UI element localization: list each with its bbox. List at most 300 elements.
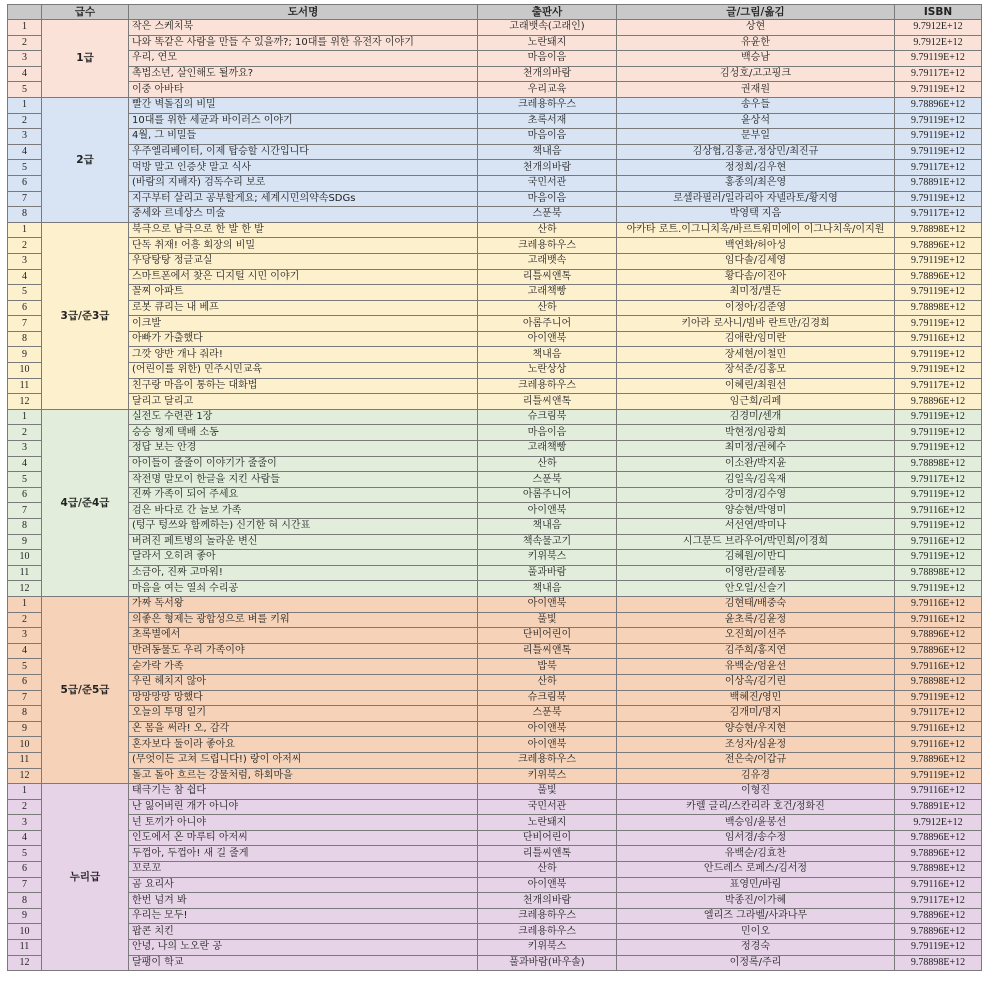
book-title: 정답 보는 안경 [129,441,478,457]
book-number: 12 [8,394,42,410]
book-isbn: 9.79116E+12 [895,877,982,893]
book-isbn: 9.79119E+12 [895,940,982,956]
book-isbn: 9.78896E+12 [895,394,982,410]
book-isbn: 9.79119E+12 [895,316,982,332]
grade-cell: 4급/준4급 [42,409,129,596]
book-publisher: 산하 [478,456,617,472]
book-publisher: 우리교육 [478,82,617,98]
book-isbn: 9.79119E+12 [895,768,982,784]
table-row [8,955,982,971]
book-title: 두껍아, 두껍아! 새 길 줄게 [129,846,478,862]
book-number: 2 [8,799,42,815]
book-author: 김애란/임미란 [617,331,895,347]
book-isbn: 9.7912E+12 [895,20,982,36]
book-publisher: 크레용하우스 [478,238,617,254]
table-row [8,82,982,98]
book-publisher: 책내음 [478,347,617,363]
book-title: 오늘의 투명 일기 [129,706,478,722]
book-title: 중세와 르네상스 미술 [129,207,478,223]
book-number: 1 [8,222,42,238]
book-number: 9 [8,908,42,924]
book-title: 의좋은 형제는 광합성으로 벼를 키워 [129,612,478,628]
book-publisher: 크레용하우스 [478,97,617,113]
table-body [8,20,982,971]
book-title: 혼자보다 둘이라 좋아요 [129,737,478,753]
book-author: 김경미/센개 [617,409,895,425]
book-author: 박종진/이가혜 [617,893,895,909]
grade-cell: 5급/준5급 [42,596,129,783]
book-publisher: 스푼북 [478,472,617,488]
book-title: 온 몸을 써라! 오, 감각 [129,721,478,737]
book-author: 안드레스 로페스/김서정 [617,862,895,878]
book-title: 안녕, 나의 노오란 공 [129,940,478,956]
table-row [8,113,982,129]
book-author: 아카타 로트.이그니치욱/바르트워미에이 이그나치욱/이지원 [617,222,895,238]
book-isbn: 9.79119E+12 [895,409,982,425]
book-title: 숟가락 가족 [129,659,478,675]
book-author: 오진희/이선주 [617,628,895,644]
book-publisher: 천개의바람 [478,893,617,909]
book-title: 넌 토끼가 아니야 [129,815,478,831]
book-isbn: 9.79119E+12 [895,363,982,379]
book-author: 시그문드 브라우어/박민희/이경희 [617,534,895,550]
book-author: 홍종의/최은영 [617,175,895,191]
book-number: 6 [8,300,42,316]
table-row [8,503,982,519]
book-isbn: 9.78898E+12 [895,456,982,472]
book-isbn: 9.79119E+12 [895,285,982,301]
table-row [8,253,982,269]
book-title: 난 잃어버린 개가 아니야 [129,799,478,815]
header-grade: 급수 [42,5,129,20]
book-title: 실전도 수련관 1장 [129,409,478,425]
book-isbn: 9.78896E+12 [895,752,982,768]
table-row [8,129,982,145]
header-title: 도서명 [129,5,478,20]
table-row [8,363,982,379]
book-title: 그깟 양반 개나 줘라! [129,347,478,363]
book-title: 10대를 위한 세균과 바이러스 이야기 [129,113,478,129]
header-row [8,5,982,20]
book-author: 김상협,김홍균,정상민/최진규 [617,144,895,160]
book-publisher: 초록서재 [478,113,617,129]
book-number: 11 [8,378,42,394]
book-number: 3 [8,129,42,145]
book-title: 버려진 페트병의 놀라운 변신 [129,534,478,550]
book-publisher: 국민서관 [478,799,617,815]
book-title: 나와 똑같은 사람을 만들 수 있을까?; 10대를 위한 유전자 이야기 [129,35,478,51]
book-isbn: 9.79117E+12 [895,160,982,176]
book-publisher: 크레용하우스 [478,752,617,768]
book-isbn: 9.79119E+12 [895,51,982,67]
table-row [8,51,982,67]
book-publisher: 풀빛 [478,612,617,628]
book-title: 촉법소년, 살인해도 될까요? [129,66,478,82]
table-row [8,628,982,644]
book-publisher: 키위북스 [478,768,617,784]
table-row [8,940,982,956]
book-publisher: 아이앤북 [478,331,617,347]
book-title: 아빠가 가출했다 [129,331,478,347]
book-number: 3 [8,253,42,269]
book-number: 7 [8,877,42,893]
book-isbn: 9.78898E+12 [895,674,982,690]
book-title: (어린이를 위한) 민주시민교육 [129,363,478,379]
book-number: 6 [8,175,42,191]
book-title: 돌고 돌아 흐르는 강물처럼, 하회마을 [129,768,478,784]
book-author: 유백순/엄윤선 [617,659,895,675]
book-title: 단독 취재! 어흥 회장의 비밀 [129,238,478,254]
book-author: 양승현/우지현 [617,721,895,737]
book-number: 4 [8,830,42,846]
book-author: 윤초록/김윤정 [617,612,895,628]
book-isbn: 9.79117E+12 [895,472,982,488]
book-author: 김주희/홍지연 [617,643,895,659]
table-row [8,550,982,566]
book-author: 유윤한 [617,35,895,51]
book-author: 백혜진/영민 [617,690,895,706]
header-isbn: ISBN [895,5,982,20]
book-title: 우리는 모두! [129,908,478,924]
table-row [8,285,982,301]
book-publisher: 크레용하우스 [478,908,617,924]
book-title: (무엇이든 고쳐 드립니다!) 랑이 아저씨 [129,752,478,768]
table-row [8,300,982,316]
book-author: 서선연/박미나 [617,519,895,535]
book-publisher: 풀과바람(바우솔) [478,955,617,971]
book-title: 승승 형제 택배 소동 [129,425,478,441]
book-isbn: 9.79119E+12 [895,550,982,566]
book-publisher: 스푼북 [478,207,617,223]
book-title: 반려동물도 우리 가족이야 [129,643,478,659]
table-row [8,394,982,410]
table-row [8,815,982,831]
book-author: 임근희/리페 [617,394,895,410]
book-author: 조성자/심윤정 [617,737,895,753]
book-publisher: 산하 [478,300,617,316]
book-publisher: 리틀씨앤톡 [478,846,617,862]
table-row [8,830,982,846]
book-isbn: 9.79119E+12 [895,581,982,597]
book-isbn: 9.78896E+12 [895,238,982,254]
book-author: 양승현/박영미 [617,503,895,519]
book-publisher: 마음이음 [478,129,617,145]
book-isbn: 9.78898E+12 [895,565,982,581]
table-row [8,472,982,488]
book-publisher: 아이앤북 [478,877,617,893]
book-author: 이정록/주리 [617,955,895,971]
book-number: 1 [8,596,42,612]
book-number: 4 [8,456,42,472]
book-number: 6 [8,674,42,690]
book-author: 민이오 [617,924,895,940]
book-title: 달리고 달리고 [129,394,478,410]
book-publisher: 단비어린이 [478,628,617,644]
table-row [8,456,982,472]
book-publisher: 아이앤북 [478,721,617,737]
grade-cell: 3급/준3급 [42,222,129,409]
book-number: 2 [8,425,42,441]
book-number: 3 [8,628,42,644]
book-author: 엘리즈 그라벨/사과나무 [617,908,895,924]
book-publisher: 밥북 [478,659,617,675]
table-row [8,487,982,503]
table-row [8,425,982,441]
book-publisher: 책내음 [478,519,617,535]
book-title: 스마트폰에서 찾은 디지털 시민 이야기 [129,269,478,285]
book-author: 임서경/송수정 [617,830,895,846]
book-author: 표영민/바림 [617,877,895,893]
book-title: 검은 바다로 간 늘보 가족 [129,503,478,519]
table-row [8,581,982,597]
book-title: 우린 헤치지 않아 [129,674,478,690]
book-number: 10 [8,737,42,753]
book-publisher: 고래뱃속(고래인) [478,20,617,36]
book-number: 8 [8,893,42,909]
book-isbn: 9.79117E+12 [895,207,982,223]
book-isbn: 9.79116E+12 [895,659,982,675]
book-number: 2 [8,612,42,628]
book-isbn: 9.79119E+12 [895,519,982,535]
book-number: 4 [8,643,42,659]
book-author: 카렐 글리/스칸리라 호건/정화진 [617,799,895,815]
book-title: 우리, 연모 [129,51,478,67]
book-isbn: 9.78898E+12 [895,862,982,878]
book-isbn: 9.79119E+12 [895,690,982,706]
book-isbn: 9.78891E+12 [895,175,982,191]
book-number: 9 [8,721,42,737]
book-number: 2 [8,35,42,51]
book-number: 3 [8,51,42,67]
table-row [8,752,982,768]
book-title: 4월, 그 비밀들 [129,129,478,145]
book-author: 백연화/허아성 [617,238,895,254]
table-row [8,784,982,800]
table-row [8,191,982,207]
book-author: 김유경 [617,768,895,784]
table-row [8,862,982,878]
book-publisher: 크레용하우스 [478,378,617,394]
book-isbn: 9.79116E+12 [895,612,982,628]
book-number: 5 [8,82,42,98]
table-row [8,175,982,191]
table-row [8,643,982,659]
book-author: 백승임/윤봉선 [617,815,895,831]
book-publisher: 마음이음 [478,51,617,67]
book-author: 김현태/배중숙 [617,596,895,612]
book-publisher: 책속물고기 [478,534,617,550]
book-number: 1 [8,409,42,425]
book-author: 정경숙 [617,940,895,956]
book-isbn: 9.7912E+12 [895,815,982,831]
book-number: 2 [8,113,42,129]
book-publisher: 리틀씨앤톡 [478,269,617,285]
book-publisher: 슈크림북 [478,690,617,706]
book-isbn: 9.79119E+12 [895,425,982,441]
book-publisher: 단비어린이 [478,830,617,846]
book-isbn: 9.79116E+12 [895,596,982,612]
book-isbn: 9.79116E+12 [895,331,982,347]
book-number: 7 [8,690,42,706]
book-number: 5 [8,160,42,176]
book-title: 로봇 큐리는 내 베프 [129,300,478,316]
book-isbn: 9.78896E+12 [895,628,982,644]
header-author: 글/그림/옮김 [617,5,895,20]
table-row [8,207,982,223]
book-isbn: 9.79119E+12 [895,253,982,269]
book-title: 이크발 [129,316,478,332]
table-row [8,846,982,862]
table-row [8,768,982,784]
book-publisher: 슈크림북 [478,409,617,425]
table-row [8,238,982,254]
book-isbn: 9.79116E+12 [895,784,982,800]
book-isbn: 9.79116E+12 [895,721,982,737]
book-author: 강미경/김수영 [617,487,895,503]
book-title: 달라서 오히려 좋아 [129,550,478,566]
book-author: 이영란/끌레몽 [617,565,895,581]
book-publisher: 리틀씨앤톡 [478,643,617,659]
book-author: 전은숙/이갑규 [617,752,895,768]
book-author: 김일옥/김옥재 [617,472,895,488]
book-publisher: 아롬주니어 [478,487,617,503]
book-author: 김혜원/이반디 [617,550,895,566]
book-number: 6 [8,487,42,503]
book-title: 꼬로꼬 [129,862,478,878]
book-title: 한번 넘겨 봐 [129,893,478,909]
book-author: 황다솜/이진아 [617,269,895,285]
book-publisher: 아이앤북 [478,596,617,612]
book-isbn: 9.78896E+12 [895,846,982,862]
book-title: 작전명 말모이 한글을 지킨 사람들 [129,472,478,488]
book-number: 8 [8,331,42,347]
book-isbn: 9.79119E+12 [895,487,982,503]
book-isbn: 9.78898E+12 [895,222,982,238]
book-author: 송우들 [617,97,895,113]
book-isbn: 9.79119E+12 [895,441,982,457]
book-title: 망망망망 망했다 [129,690,478,706]
book-isbn: 9.78896E+12 [895,97,982,113]
book-publisher: 천개의바람 [478,66,617,82]
book-author: 박영택 지음 [617,207,895,223]
book-publisher: 키위북스 [478,940,617,956]
book-author: 김성호/고고핑크 [617,66,895,82]
book-author: 안오일/신슬기 [617,581,895,597]
book-author: 이형진 [617,784,895,800]
book-publisher: 고래책빵 [478,285,617,301]
book-title: 곰 요리사 [129,877,478,893]
book-publisher: 고래뱃속 [478,253,617,269]
book-number: 5 [8,285,42,301]
table-row [8,35,982,51]
book-author: 백승남 [617,51,895,67]
book-title: 지구부터 살리고 공부할게요; 세계시민의약속SDGs [129,191,478,207]
book-publisher: 천개의바람 [478,160,617,176]
book-isbn: 9.78898E+12 [895,300,982,316]
table-row [8,799,982,815]
book-title: 소금아, 진짜 고마워! [129,565,478,581]
book-author: 임다솔/김세영 [617,253,895,269]
table-row [8,144,982,160]
table-row [8,519,982,535]
book-isbn: 9.79116E+12 [895,503,982,519]
book-isbn: 9.79116E+12 [895,534,982,550]
book-number: 12 [8,955,42,971]
book-author: 상현 [617,20,895,36]
book-title: 가짜 독서왕 [129,596,478,612]
book-publisher: 책내음 [478,144,617,160]
book-title: 팝콘 치킨 [129,924,478,940]
book-title: 북극으로 남극으로 한 발 한 발 [129,222,478,238]
table-row [8,378,982,394]
book-isbn: 9.79119E+12 [895,113,982,129]
book-publisher: 산하 [478,222,617,238]
book-author: 키아라 로사니/빔바 란트만/김경희 [617,316,895,332]
table-row [8,659,982,675]
book-number: 4 [8,269,42,285]
grade-cell: 2급 [42,97,129,222]
table-row [8,565,982,581]
table-row [8,690,982,706]
table-row [8,924,982,940]
book-author: 유백순/김효찬 [617,846,895,862]
table-row [8,612,982,628]
book-number: 10 [8,924,42,940]
book-number: 11 [8,752,42,768]
book-isbn: 9.78896E+12 [895,924,982,940]
book-author: 정정희/김우현 [617,160,895,176]
book-author: 권재원 [617,82,895,98]
book-publisher: 산하 [478,862,617,878]
book-author: 이혜린/최원선 [617,378,895,394]
table-row [8,721,982,737]
book-number: 7 [8,191,42,207]
book-number: 5 [8,659,42,675]
book-isbn: 9.79117E+12 [895,66,982,82]
book-isbn: 9.79119E+12 [895,144,982,160]
book-title: 마음을 여는 열쇠 수리공 [129,581,478,597]
book-number: 8 [8,207,42,223]
book-title: 우당탕탕 정글교실 [129,253,478,269]
book-publisher: 마음이음 [478,191,617,207]
book-publisher: 스푼북 [478,706,617,722]
book-publisher: 책내음 [478,581,617,597]
book-number: 1 [8,784,42,800]
table-row [8,908,982,924]
book-publisher: 크레용하우스 [478,924,617,940]
book-title: (텅구 텅쓰와 함께하는) 신기한 혀 시간표 [129,519,478,535]
book-author: 이소완/박지윤 [617,456,895,472]
book-number: 7 [8,316,42,332]
book-title: 꼴찌 아파트 [129,285,478,301]
book-author: 장석준/김홍모 [617,363,895,379]
book-number: 8 [8,706,42,722]
book-author: 문부일 [617,129,895,145]
book-author: 로셀라필러/일라리아 자넬라토/황지영 [617,191,895,207]
table-row [8,20,982,36]
book-title: 이중 아바타 [129,82,478,98]
book-isbn: 9.79117E+12 [895,378,982,394]
book-title: 달팽이 학교 [129,955,478,971]
book-number: 3 [8,441,42,457]
table-row [8,534,982,550]
book-title: 인도에서 온 마루티 아저씨 [129,830,478,846]
book-title: 우주엘리베이터, 이제 탑승할 시간입니다 [129,144,478,160]
book-author: 김개미/명지 [617,706,895,722]
book-isbn: 9.79119E+12 [895,82,982,98]
table-row [8,409,982,425]
book-isbn: 9.79116E+12 [895,737,982,753]
